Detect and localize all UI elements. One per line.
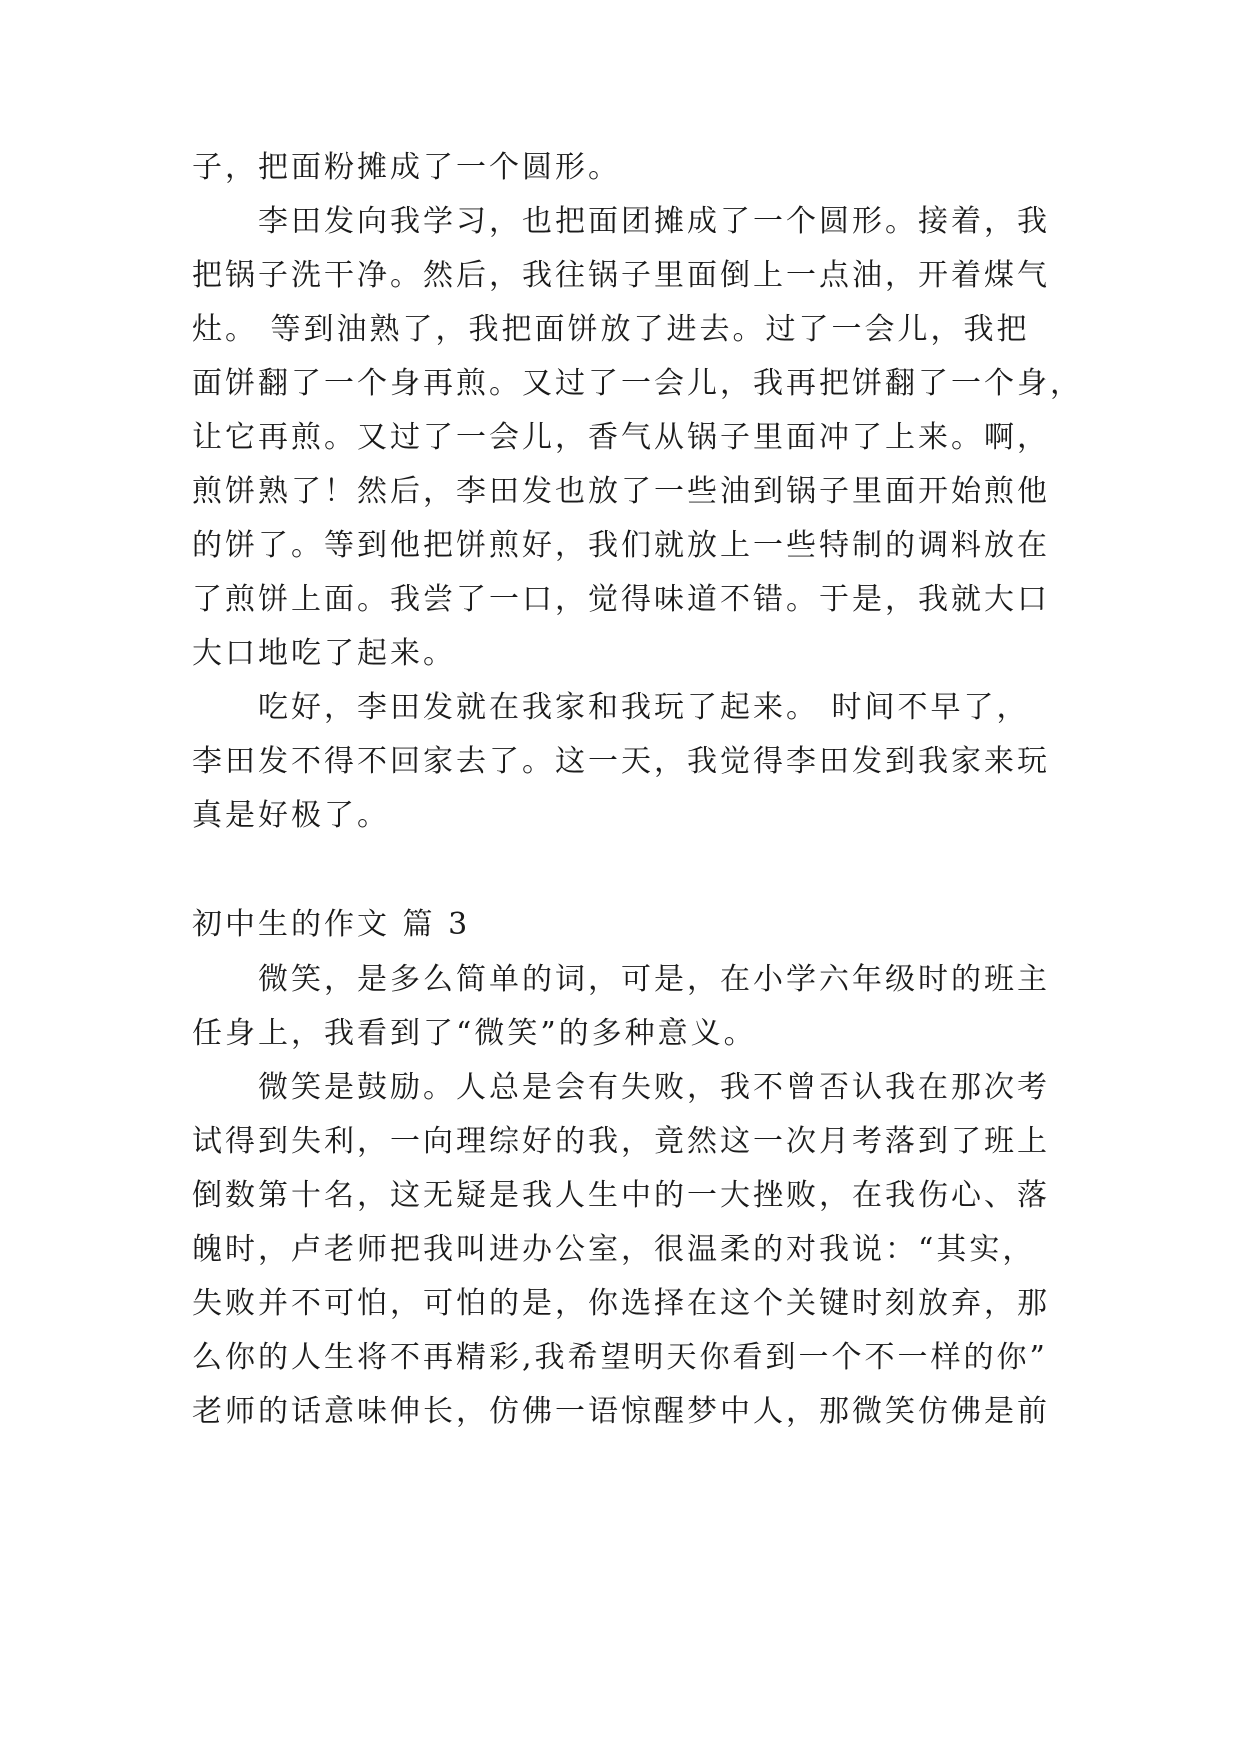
paragraph-line: 大口地吃了起来。 bbox=[192, 636, 456, 671]
paragraph-line: 魄时，卢老师把我叫进办公室，很温柔的对我说：“其实， bbox=[192, 1232, 1036, 1267]
paragraph-line: 么你的人生将不再精彩,我希望明天你看到一个不一样的你” bbox=[192, 1340, 1048, 1375]
paragraph-line: 任身上，我看到了“微笑”的多种意义。 bbox=[192, 1016, 757, 1051]
paragraph-line: 面饼翻了一个身再煎。又过了一会儿，我再把饼翻了一个身， bbox=[192, 366, 1083, 401]
paragraph-line: 煎饼熟了！然后，李田发也放了一些油到锅子里面开始煎他 bbox=[192, 474, 1050, 509]
paragraph-line: 试得到失利，一向理综好的我，竟然这一次月考落到了班上 bbox=[192, 1124, 1050, 1159]
paragraph-line: 的饼了。等到他把饼煎好，我们就放上一些特制的调料放在 bbox=[192, 528, 1050, 563]
paragraph-line: 让它再煎。又过了一会儿，香气从锅子里面冲了上来。啊， bbox=[192, 420, 1050, 455]
paragraph-line: 子，把面粉摊成了一个圆形。 bbox=[192, 150, 621, 185]
paragraph-line: 微笑是鼓励。人总是会有失败，我不曾否认我在那次考 bbox=[258, 1070, 1050, 1105]
section-title: 初中生的作文 篇 3 bbox=[192, 907, 471, 942]
paragraph-line: 灶。 等到油熟了，我把面饼放了进去。过了一会儿，我把 bbox=[192, 312, 1030, 347]
paragraph-line: 了煎饼上面。我尝了一口，觉得味道不错。于是，我就大口 bbox=[192, 582, 1050, 617]
paragraph-line: 失败并不可怕，可怕的是，你选择在这个关键时刻放弃，那 bbox=[192, 1286, 1050, 1321]
paragraph-line: 微笑，是多么简单的词，可是，在小学六年级时的班主 bbox=[258, 962, 1050, 997]
paragraph-line: 李田发不得不回家去了。这一天，我觉得李田发到我家来玩 bbox=[192, 744, 1050, 779]
paragraph-line: 真是好极了。 bbox=[192, 798, 390, 833]
paragraph-line: 吃好，李田发就在我家和我玩了起来。 时间不早了， bbox=[258, 690, 1030, 725]
paragraph-line: 李田发向我学习，也把面团摊成了一个圆形。接着，我 bbox=[258, 204, 1050, 239]
paragraph-line: 倒数第十名，这无疑是我人生中的一大挫败，在我伤心、落 bbox=[192, 1178, 1050, 1213]
paragraph-line: 老师的话意味伸长，仿佛一语惊醒梦中人，那微笑仿佛是前 bbox=[192, 1394, 1050, 1429]
paragraph-line: 把锅子洗干净。然后，我往锅子里面倒上一点油，开着煤气 bbox=[192, 258, 1050, 293]
